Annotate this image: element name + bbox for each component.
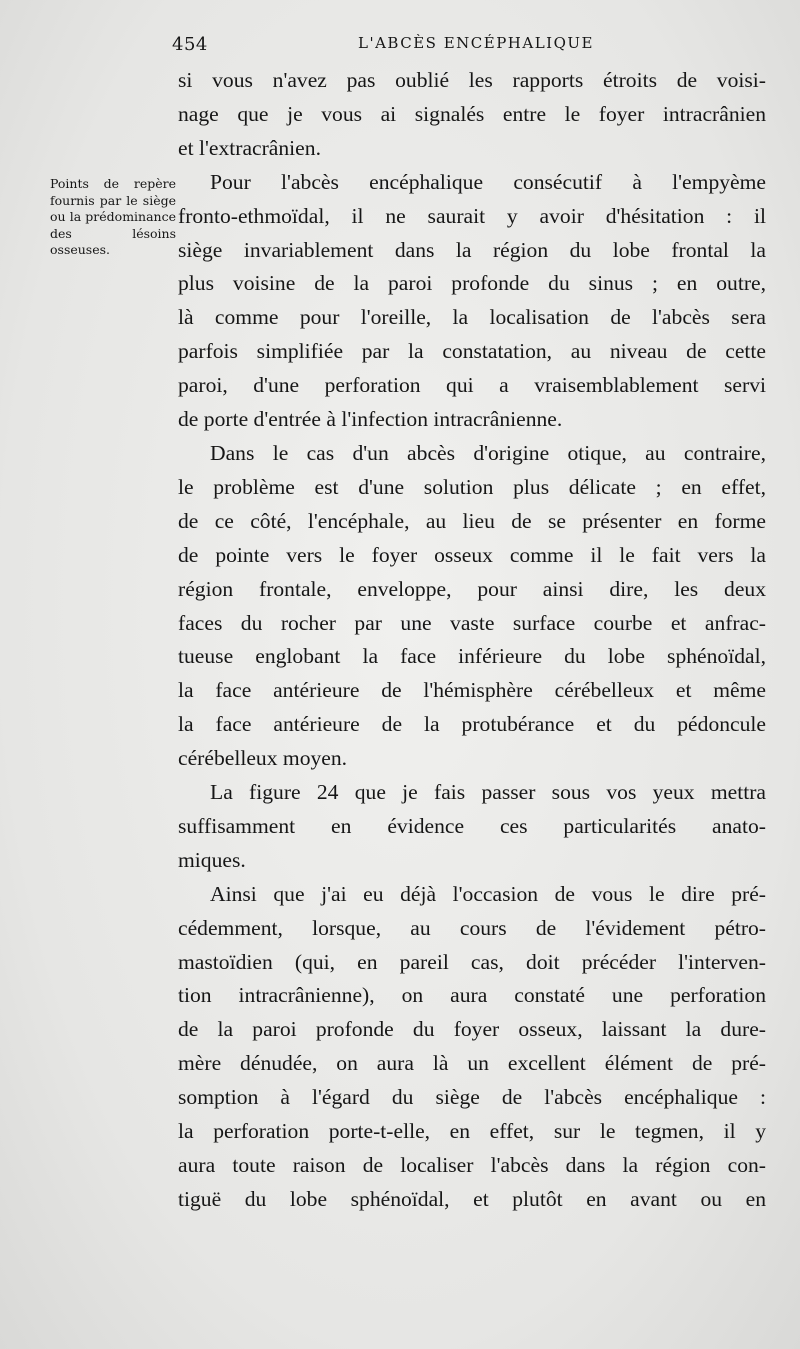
text-line: faces du rocher par une vaste surface courbe et anfrac- — [178, 610, 766, 635]
text-line: somption à l'égard du siège de l'abcès encéphalique : — [178, 1085, 766, 1110]
text-line: siège invariablement dans la région du lobe frontal la — [178, 237, 766, 262]
text-line: suffisamment en évidence ces particularités anato- — [178, 813, 766, 838]
text-line: la perforation porte-t-elle, en effet, sur le tegmen, il y — [178, 1119, 766, 1144]
text-line: là comme pour l'oreille, la localisation de l'abcès sera — [178, 305, 766, 330]
text-line: tion intracrânienne), on aura constaté une perforation — [178, 983, 766, 1008]
text-line: nage que je vous ai signalés entre le foyer intracrânien — [178, 101, 766, 126]
margin-note: Points de repère fournis par le siège ou la prédominance des lésoins osseuses. — [50, 176, 176, 257]
text-line: fronto-ethmoïdal, il ne saurait y avoir d'hésitation : il — [178, 203, 766, 228]
text-line: cérébelleux moyen. — [178, 746, 348, 771]
text-line: Ainsi que j'ai eu déjà l'occasion de vous le dire pré- — [210, 881, 766, 906]
text-line: cédemment, lorsque, au cours de l'évidement pétro- — [178, 915, 766, 940]
text-line: Dans le cas d'un abcès d'origine otique, au contraire, — [210, 440, 766, 465]
text-line: aura toute raison de localiser l'abcès dans la région con- — [178, 1153, 766, 1177]
text-line: plus voisine de la paroi profonde du sinus ; en outre, — [178, 271, 766, 296]
text-line: de pointe vers le foyer osseux comme il le fait vers la — [178, 542, 766, 567]
text-line: mère dénudée, on aura là un excellent élément de pré- — [178, 1051, 766, 1076]
running-head — [0, 28, 800, 58]
text-line: si vous n'avez pas oublié les rapports étroits de voisi- — [178, 68, 766, 92]
text-line: la face antérieure de la protubérance et du pédoncule — [178, 712, 766, 737]
running-title: L'ABCÈS ENCÉPHALIQUE — [358, 34, 594, 52]
text-line: Pour l'abcès encéphalique consécutif à l'empyème — [210, 169, 766, 194]
body-text — [178, 64, 766, 1217]
text-line: région frontale, enveloppe, pour ainsi dire, les deux — [178, 576, 766, 601]
text-line: et l'extracrânien. — [178, 135, 321, 160]
text-line: mastoïdien (qui, en pareil cas, doit précéder l'interven- — [178, 949, 766, 974]
text-line: le problème est d'une solution plus délicate ; en effet, — [178, 474, 766, 499]
page-number: 454 — [172, 34, 208, 55]
text-line: La figure 24 que je fais passer sous vos yeux mettra — [210, 780, 766, 805]
text-line: de la paroi profonde du foyer osseux, laissant la dure- — [178, 1017, 766, 1042]
text-line: de ce côté, l'encéphale, au lieu de se présenter en forme — [178, 508, 766, 533]
text-line: parfois simplifiée par la constatation, au niveau de cette — [178, 339, 766, 364]
text-line: miques. — [178, 847, 246, 872]
text-line: paroi, d'une perforation qui a vraisemblablement servi — [178, 373, 766, 398]
text-line: tueuse englobant la face inférieure du lobe sphénoïdal, — [178, 644, 766, 669]
text-line: de porte d'entrée à l'infection intracrânienne. — [178, 407, 563, 432]
text-line: tiguë du lobe sphénoïdal, et plutôt en avant ou en — [178, 1186, 766, 1211]
text-line: la face antérieure de l'hémisphère cérébelleux et même — [178, 678, 766, 703]
